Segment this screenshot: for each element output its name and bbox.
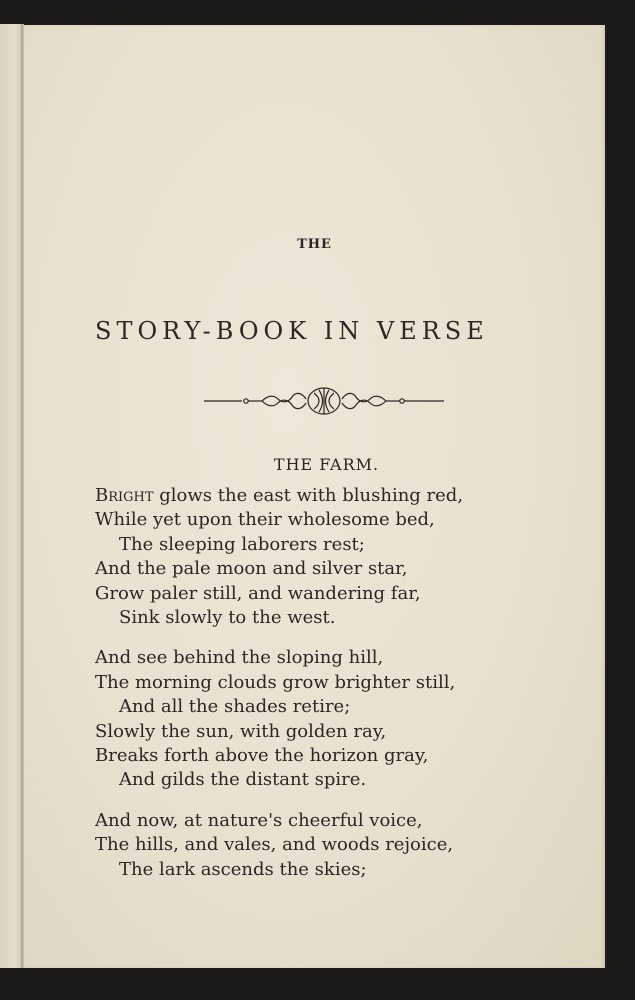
section-heading: THE FARM. bbox=[273, 455, 380, 474]
poem-line: While yet upon their wholesome bed, bbox=[95, 509, 435, 531]
poem-line: And all the shades retire; bbox=[119, 696, 351, 718]
left-page-edge bbox=[0, 24, 22, 968]
poem-line: And now, at nature's cheerful voice, bbox=[95, 809, 423, 831]
poem-line: Sink slowly to the west. bbox=[119, 607, 336, 629]
stanza-2 bbox=[95, 646, 565, 792]
decorative-rule-ornament-icon bbox=[202, 381, 446, 421]
poem-line: The morning clouds grow brighter still, bbox=[95, 671, 456, 693]
poem-body bbox=[95, 484, 565, 898]
title-article: THE bbox=[297, 237, 332, 252]
stanza-3 bbox=[95, 809, 565, 882]
poem-line: And the pale moon and silver star, bbox=[95, 558, 408, 580]
drop-word: Bright bbox=[95, 485, 154, 506]
stanza-1 bbox=[95, 484, 565, 630]
poem-line: The hills, and vales, and woods rejoice, bbox=[95, 834, 454, 856]
poem-line: Grow paler still, and wandering far, bbox=[95, 582, 421, 604]
poem-line: The sleeping laborers rest; bbox=[119, 533, 365, 555]
poem-line: And see behind the sloping hill, bbox=[95, 647, 384, 669]
poem-line: Slowly the sun, with golden ray, bbox=[95, 720, 387, 742]
poem-line: Breaks forth above the horizon gray, bbox=[95, 745, 429, 767]
page-title: STORY-BOOK IN VERSE bbox=[95, 317, 489, 345]
right-page bbox=[24, 25, 605, 968]
poem-line: Bright glows the east with blushing red, bbox=[95, 485, 464, 506]
poem-line: The lark ascends the skies; bbox=[119, 858, 367, 880]
poem-line: And gilds the distant spire. bbox=[119, 769, 367, 791]
